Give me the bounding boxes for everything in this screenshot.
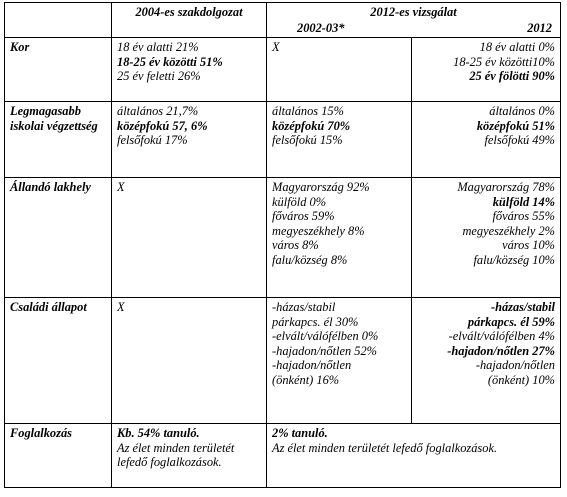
- cell-line: X: [272, 40, 280, 54]
- cropped-footnote-fragment: [20, 489, 560, 497]
- cell-line: Az élet minden területét lefedő foglalkozások.: [272, 440, 498, 455]
- cell-foglalkozas-2002-2012: [267, 424, 561, 488]
- cell-line: középfokú 57, 6%: [117, 118, 208, 133]
- cell-line: város 8%: [272, 238, 319, 252]
- cell-csaladi-2012: [412, 298, 561, 424]
- cell-line: -házas/stabil: [490, 300, 555, 314]
- row-label-csaladi: [5, 298, 112, 424]
- row-label-text: Foglalkozás: [10, 426, 72, 440]
- cell-line: párkapcs. él 30%: [272, 314, 359, 329]
- cell-line: párkapcs. él 59%: [467, 314, 555, 329]
- cell-line: külföld 14%: [492, 194, 555, 209]
- cell-line: (önként) 10%: [487, 372, 555, 387]
- cell-csaladi-2004: [112, 298, 267, 424]
- row-foglalkozas: [5, 424, 561, 488]
- header-empty-cell: [5, 3, 112, 38]
- cell-line: -házas/stabil: [272, 300, 336, 314]
- cell-line: Kb. 54% tanuló.: [117, 426, 200, 440]
- cell-lakhely-2012: [412, 178, 561, 298]
- cell-line: (önként) 16%: [272, 372, 340, 387]
- cell-line: város 10%: [502, 238, 555, 252]
- cell-line: 18-25 év közötti 51%: [117, 54, 223, 69]
- header-row: [5, 3, 561, 38]
- cell-line: X: [117, 180, 125, 194]
- cell-kor-2004: [112, 38, 267, 102]
- header-2012-group: [267, 3, 561, 38]
- cell-line: 25 év feletti 26%: [117, 69, 201, 83]
- row-label-foglalkozas: [5, 424, 112, 488]
- row-csaladi: [5, 298, 561, 424]
- cell-kor-2002: [267, 38, 412, 102]
- cell-iskolai-2012: [412, 102, 561, 178]
- cell-line: -hajadon/nőtlen: [475, 358, 555, 372]
- cell-csaladi-2002: [267, 298, 412, 424]
- cell-line: 18 év alatti 21%: [117, 40, 199, 54]
- cell-line: főváros 59%: [272, 209, 335, 223]
- row-lakhely: [5, 178, 561, 298]
- cell-line: felsőfokú 15%: [272, 133, 343, 147]
- cell-line: 18-25 év közötti10%: [453, 54, 555, 69]
- cell-line: 18 év alatti 0%: [479, 40, 555, 54]
- cell-line: középfokú 70%: [272, 118, 351, 133]
- cell-line: -hajadon/nőtlen 52%: [272, 343, 377, 358]
- cell-line: középfokú 51%: [476, 118, 555, 133]
- cell-line: felsőfokú 49%: [484, 133, 555, 147]
- row-label-text: Családi állapot: [10, 300, 87, 314]
- cell-line: 25 év fölötti 90%: [469, 69, 555, 83]
- row-label-kor: [5, 38, 112, 102]
- cell-line: Az élet minden területét: [117, 440, 235, 455]
- header-2012-group-label: 2012-es vizsgálat: [370, 5, 457, 19]
- cell-line: általános 15%: [272, 104, 344, 118]
- cell-line: megyeszékhely 8%: [272, 223, 365, 238]
- cell-line: általános 21,7%: [117, 104, 199, 118]
- cell-foglalkozas-2004: [112, 424, 267, 488]
- cell-line: -elvált/válófélben 0%: [272, 329, 379, 343]
- header-2004: [112, 3, 267, 38]
- cell-line: külföld 0%: [272, 194, 327, 209]
- cell-line: falu/község 10%: [473, 252, 555, 267]
- cell-lakhely-2004: [112, 178, 267, 298]
- cell-line: -hajadon/nőtlen 27%: [447, 343, 555, 358]
- cell-line: lefedő foglalkozások.: [117, 455, 222, 469]
- cell-line: falu/község 8%: [272, 252, 348, 267]
- cell-line: Magyarország 92%: [272, 180, 370, 194]
- cell-iskolai-2002: [267, 102, 412, 178]
- cell-line: főváros 55%: [492, 209, 555, 223]
- cell-line: általános 0%: [489, 104, 555, 118]
- row-label-iskolai: [5, 102, 112, 178]
- cell-lakhely-2002: [267, 178, 412, 298]
- header-2004-label: 2004-es szakdolgozat: [135, 5, 243, 19]
- cell-iskolai-2004: [112, 102, 267, 178]
- cell-line: -elvált/válófélben 4%: [448, 329, 555, 343]
- cell-line: Magyarország 78%: [457, 180, 555, 194]
- cell-line: X: [117, 300, 125, 314]
- row-label-text: Kor: [10, 40, 30, 54]
- row-iskolai: [5, 102, 561, 178]
- comparison-table: [4, 2, 561, 488]
- cell-kor-2012: [412, 38, 561, 102]
- cell-line: 2% tanuló.: [272, 426, 328, 440]
- row-label-text: Legmagasabb iskolai végzettség: [10, 104, 98, 133]
- cell-line: megyeszékhely 2%: [462, 223, 555, 238]
- cell-line: felsőfokú 17%: [117, 133, 188, 147]
- header-sub-2002: 2002-03*: [297, 21, 345, 35]
- row-kor: [5, 38, 561, 102]
- row-label-text: Állandó lakhely: [10, 180, 91, 194]
- header-sub-2012: 2012: [527, 21, 552, 35]
- cell-line: -hajadon/nőtlen: [272, 358, 352, 372]
- row-label-lakhely: [5, 178, 112, 298]
